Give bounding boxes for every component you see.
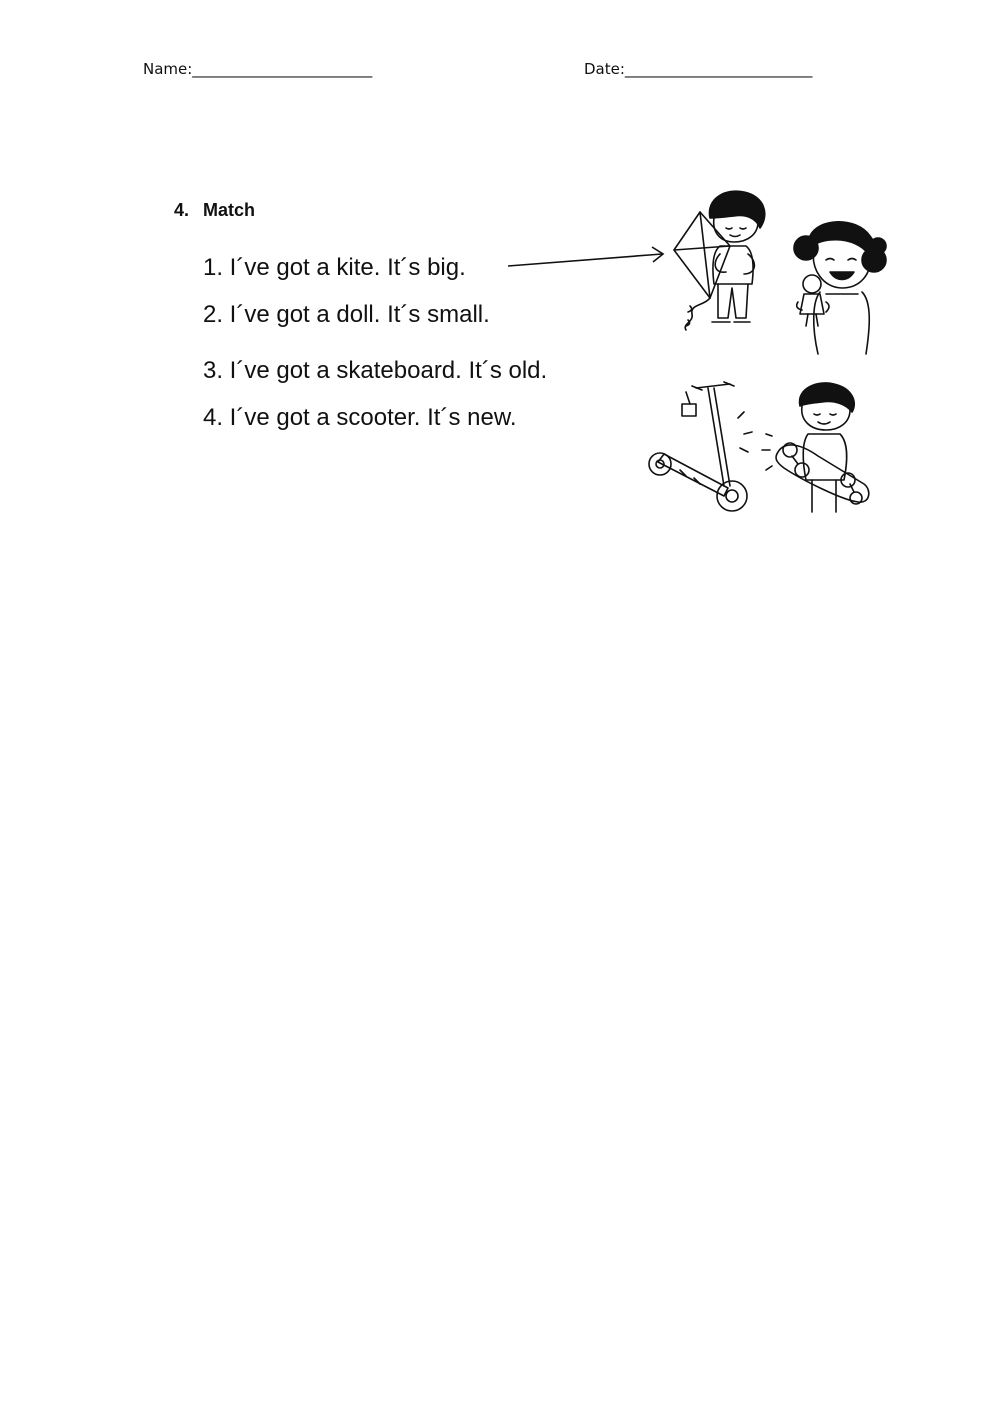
- sentence-3[interactable]: 3. I´ve got a skateboard. It´s old.: [203, 357, 548, 384]
- girl-with-doll-icon[interactable]: [786, 218, 891, 358]
- exercise-title: [174, 200, 255, 221]
- boy-with-kite-icon[interactable]: [668, 188, 773, 336]
- match-arrow: [500, 240, 670, 280]
- sentence-1[interactable]: 1. I´ve got a kite. It´s big.: [203, 254, 466, 281]
- name-field[interactable]: Name:________________________: [143, 60, 373, 78]
- date-field[interactable]: Date:_________________________: [584, 60, 813, 78]
- sentence-2[interactable]: 2. I´ve got a doll. It´s small.: [203, 301, 490, 328]
- scooter-icon[interactable]: [640, 378, 765, 520]
- exercise-number: 4.: [174, 200, 190, 220]
- exercise-title-text: Match: [203, 200, 256, 220]
- sentence-4[interactable]: 4. I´ve got a scooter. It´s new.: [203, 404, 517, 431]
- boy-with-skateboard-icon[interactable]: [772, 380, 877, 515]
